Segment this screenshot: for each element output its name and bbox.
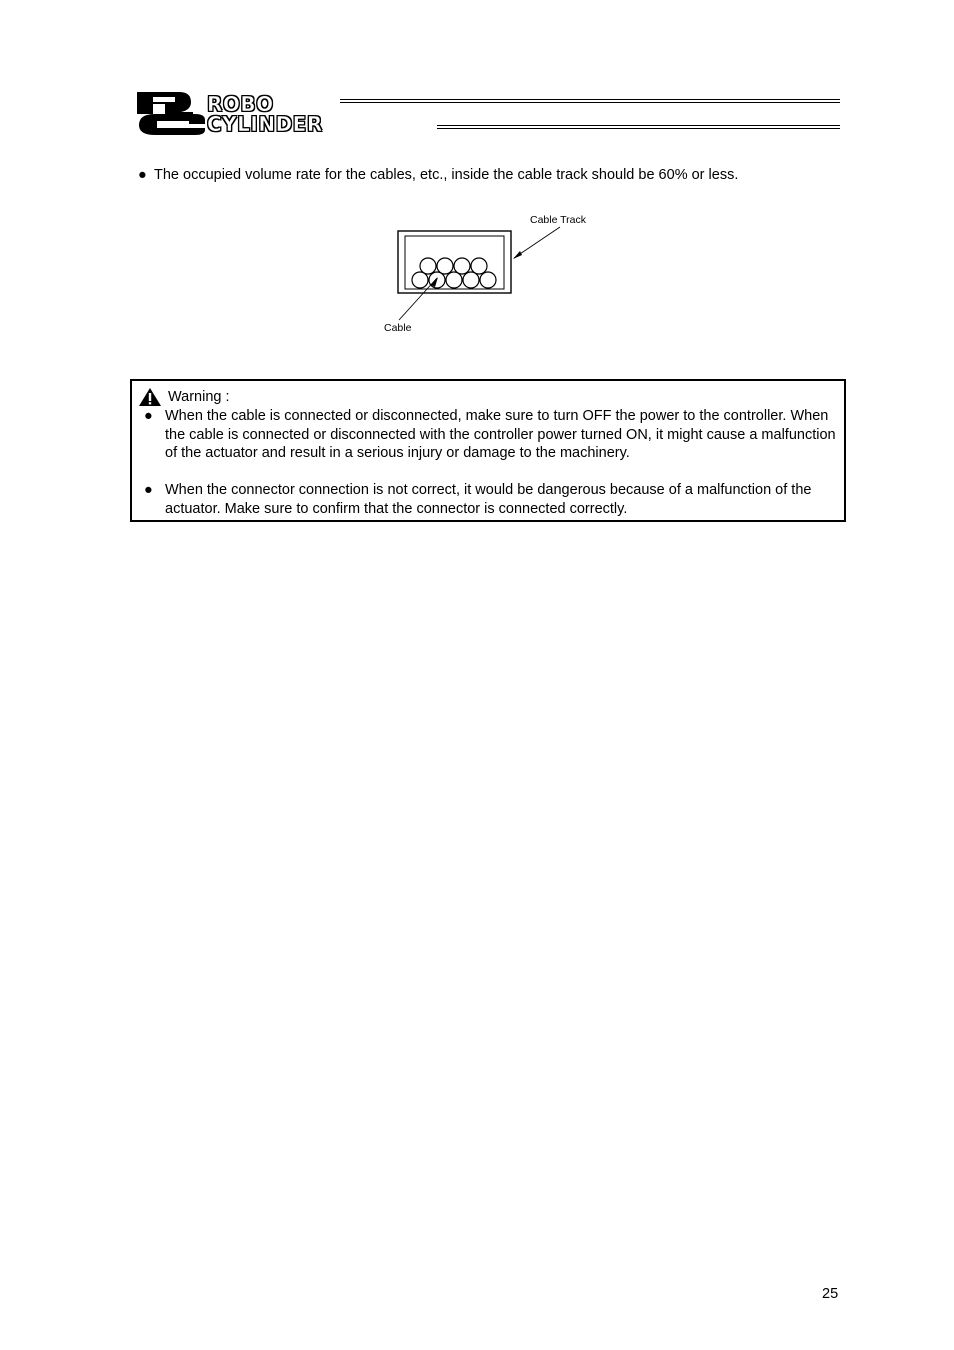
page-number: 25 [822, 1286, 839, 1302]
header-rule-top-2 [340, 102, 840, 103]
volume-rate-note [138, 167, 738, 183]
rc-logo-icon [135, 90, 205, 136]
bullet-marker: ● [138, 167, 147, 183]
cable-circle [463, 272, 479, 288]
bullet-marker: ● [144, 482, 153, 498]
cable-circle [480, 272, 496, 288]
cable-circle [454, 258, 470, 274]
cable-track-label: Cable Track [530, 214, 587, 226]
robo-cylinder-logo [135, 90, 435, 136]
warning-header [138, 387, 230, 407]
cable-circle [471, 258, 487, 274]
header-rule-bottom-2 [437, 128, 840, 129]
cable-circle [412, 272, 428, 288]
warning-title: Warning : [168, 389, 230, 405]
warning-box [130, 379, 846, 522]
header-rule-bottom-1 [437, 125, 840, 126]
cable-label: Cable [384, 322, 412, 334]
cable-bundle [412, 258, 496, 288]
warning-triangle-icon [138, 387, 162, 407]
warning-item [144, 481, 838, 518]
cable-circle [420, 258, 436, 274]
warning-item-text: When the connector connection is not correct, it would be dangerous because of a malfunction of the actuator. Make sure to confirm that the connector is connected correctly. [165, 482, 812, 517]
cable-track-figure [380, 205, 620, 345]
logo-text-cylinder: CYLINDER [207, 112, 323, 136]
cable-track-diagram [380, 205, 620, 345]
cable-circle [437, 258, 453, 274]
warning-item-text: When the cable is connected or disconnected, make sure to turn OFF the power to the controller. When the cable is connected or disconnected with the controller power turned ON, it might cause a malfunction of the actuator and result in a serious injury or damage to the machinery. [165, 408, 836, 461]
header-rule-top-1 [340, 99, 840, 100]
cable-circle [446, 272, 462, 288]
warning-item [144, 407, 838, 463]
bullet-marker: ● [144, 408, 153, 424]
logo-text-robo: ROBO [207, 92, 274, 116]
volume-rate-text: The occupied volume rate for the cables, etc., inside the cable track should be 60% or less. [154, 167, 739, 183]
cable-track-arrowhead [513, 251, 522, 259]
